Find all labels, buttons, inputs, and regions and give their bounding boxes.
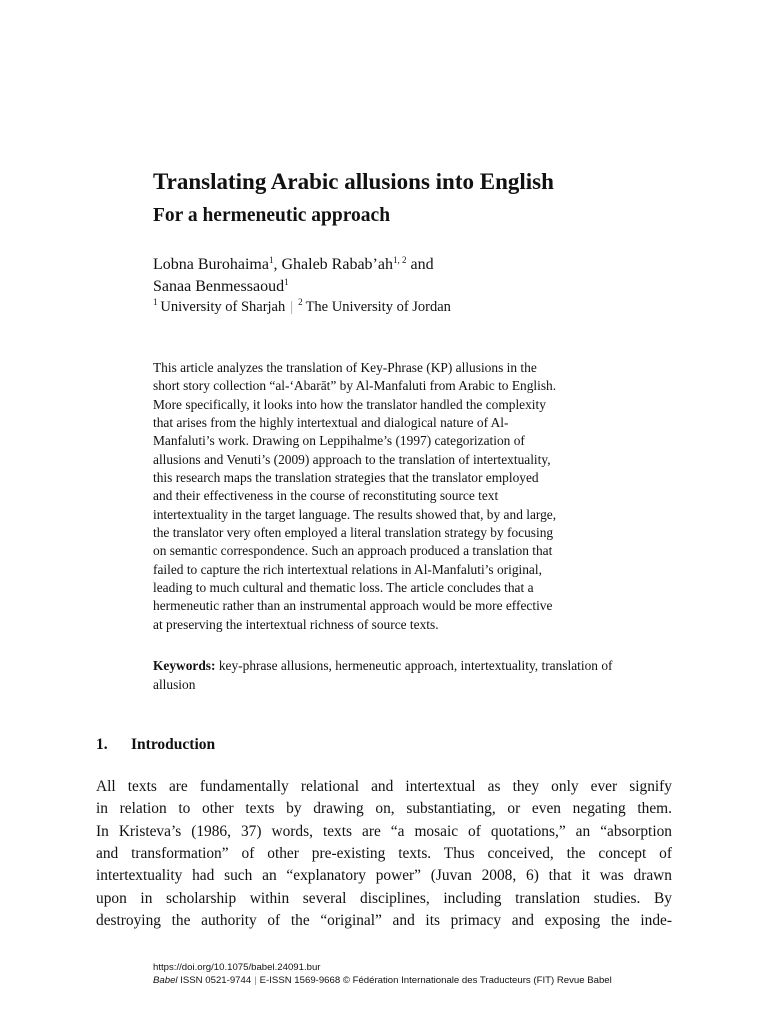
affiliation-name: University of Sharjah — [160, 299, 286, 315]
body-line: in relation to other texts by drawing on, substantiating, or even negating them. — [96, 800, 672, 818]
keywords-label: Keywords: — [153, 658, 216, 673]
author-list — [153, 254, 434, 298]
abstract-line: on semantic correspondence. Such an approach produced a translation that — [153, 543, 553, 559]
issn: ISSN 0521-9744 — [180, 975, 252, 986]
abstract-line: This article analyzes the translation of Key-Phrase (KP) allusions in the — [153, 360, 537, 375]
body-line: upon in scholarship within several disciplines, including translation studies. By — [96, 889, 672, 907]
author-separator: , — [273, 256, 282, 273]
author-name: Lobna Burohaima — [153, 256, 269, 273]
author-separator: and — [406, 256, 434, 273]
article-subtitle: For a hermeneutic approach — [153, 205, 391, 226]
abstract-line: short story collection “al-‘Abarāt” by Al-Manfaluti from Arabic to English. — [153, 378, 557, 394]
abstract-line: this research maps the translation strategies that the translator employed — [153, 469, 539, 485]
abstract-line: failed to capture the rich intertextual relations in Al-Manfaluti’s original, — [153, 561, 542, 577]
article-title: Translating Arabic allusions into English — [153, 169, 554, 194]
page-footer — [153, 961, 612, 987]
body-line: intertextuality had such an “explanatory power” (Juvan 2008, 6) that it was drawn — [96, 867, 672, 885]
section-number: 1. — [96, 736, 108, 753]
affiliation-divider: | — [290, 299, 294, 315]
abstract-line: the translator very often employed a literal translation strategy by focusing — [153, 524, 554, 540]
doi-link[interactable]: https://doi.org/10.1075/babel.24091.bur — [153, 962, 321, 973]
author-line — [153, 254, 434, 276]
abstract-line: and their effectiveness in the course of reconstituting source text — [153, 488, 499, 504]
affiliation-name: The University of Jordan — [305, 299, 451, 315]
abstract-line: leading to much cultural and thematic loss. The article concludes that a — [153, 579, 534, 595]
abstract-line: hermeneutic rather than an instrumental approach would be more effective — [153, 598, 553, 614]
keywords — [153, 656, 641, 694]
body-line: All texts are fundamentally relational and intertextual as they only ever signify — [96, 778, 672, 795]
abstract-line: intertextuality in the target language. The results showed that, by and large, — [153, 506, 557, 522]
abstract-line: Manfaluti’s work. Drawing on Leppihalme’s (1997) categorization of — [153, 433, 525, 449]
abstract-line: that arises from the highly intertextual and dialogical nature of Al- — [153, 414, 509, 430]
abstract-line: allusions and Venuti’s (2009) approach to the translation of intertextuality, — [153, 451, 551, 467]
author-affiliation-marker: 1, 2 — [392, 255, 407, 265]
affiliation-number: 2 — [298, 297, 303, 307]
section-heading — [96, 736, 215, 754]
journal-name: Babel — [153, 975, 178, 986]
section-title: Introduction — [131, 736, 216, 753]
body-line: destroying the authority of the “original” and its primacy and exposing the inde- — [96, 911, 672, 929]
abstract-line: at preserving the intertextual richness of source texts. — [153, 616, 439, 632]
affiliations — [153, 299, 451, 316]
author-name: Sanaa Benmessaoud — [153, 278, 285, 295]
author-name: Ghaleb Rabab’ah — [281, 256, 393, 273]
author-line — [153, 276, 434, 298]
affiliation-number: 1 — [153, 297, 158, 307]
journal-info — [153, 974, 612, 987]
body-paragraph — [96, 776, 672, 932]
body-line: In Kristeva’s (1986, 37) words, texts are “a mosaic of quotations,” an “absorption — [96, 822, 672, 840]
author-affiliation-marker: 1 — [268, 255, 274, 265]
copyright: © Fédération Internationale des Traducteurs (FIT) Revue Babel — [342, 975, 612, 986]
eissn: E-ISSN 1569-9668 — [259, 975, 341, 986]
abstract-line: More specifically, it looks into how the translator handled the complexity — [153, 396, 546, 412]
keywords-list: key-phrase allusions, hermeneutic approach, intertextuality, translation of allusion — [153, 658, 613, 692]
abstract — [153, 359, 641, 634]
footer-divider: | — [254, 975, 257, 986]
body-line: and transformation” of other pre-existing texts. Thus conceived, the concept of — [96, 844, 672, 862]
author-affiliation-marker: 1 — [284, 277, 289, 287]
